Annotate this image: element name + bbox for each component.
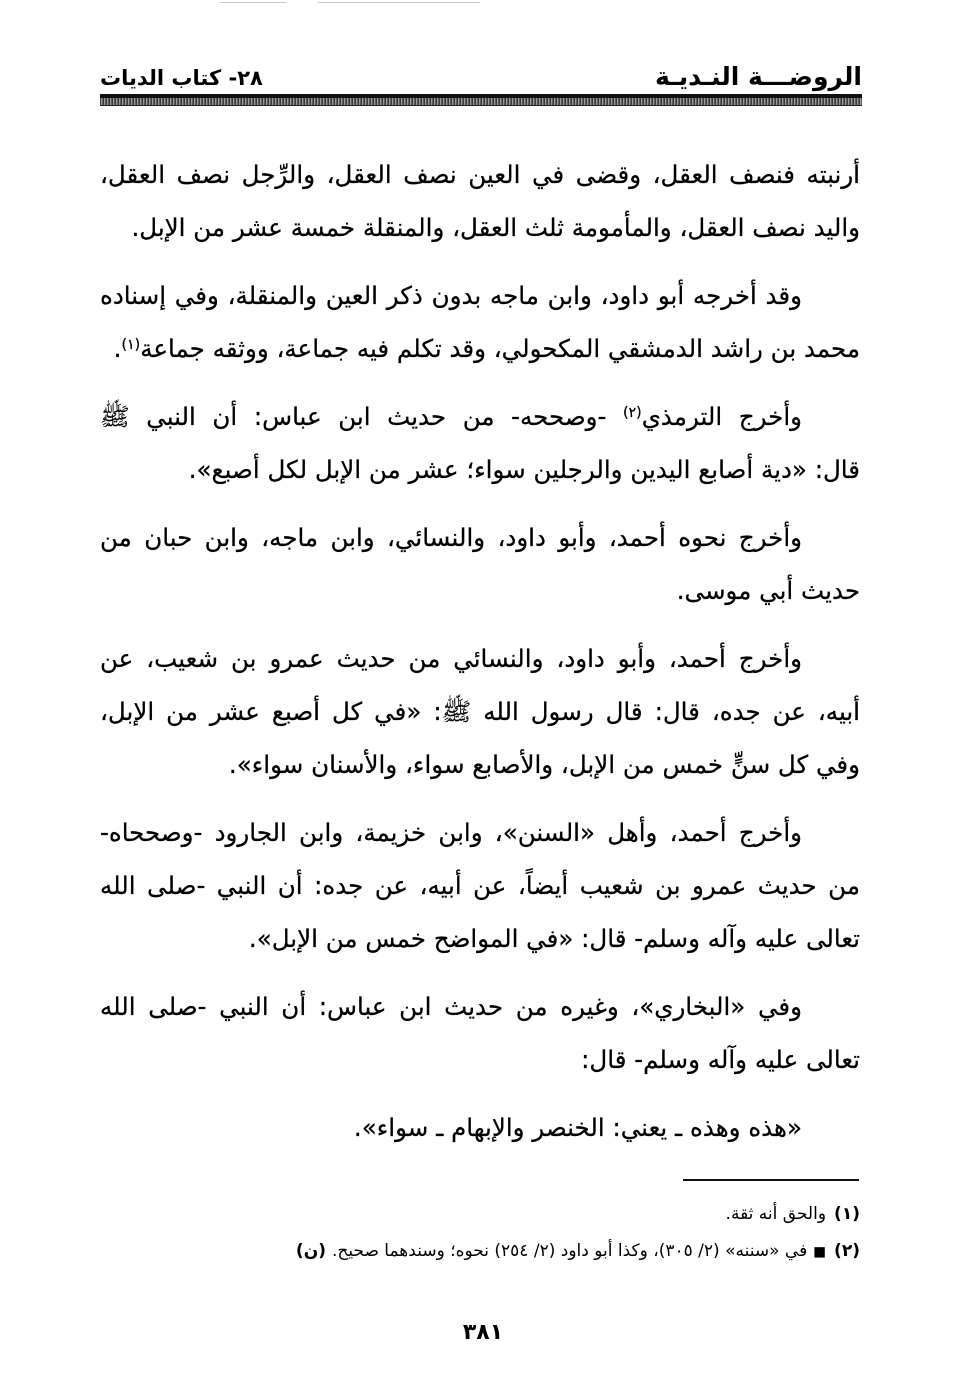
scan-mark (220, 2, 286, 3)
footnote-separator (683, 1179, 859, 1181)
body-line (100, 632, 860, 685)
line-text-segment: -وصححه- من حديث ابن عباس: أن النبي ﷺ (100, 402, 623, 431)
header-rule (100, 94, 862, 106)
running-head-book-title: الروضـــة النـديـة (655, 62, 862, 91)
scan-mark (318, 2, 480, 3)
paragraph (100, 632, 860, 791)
line-text: وفي «البخاري»، وغيره من حديث ابن عباس: أن النبي -صلى الله (100, 992, 802, 1021)
body-line (100, 859, 860, 912)
body-line (100, 269, 860, 322)
line-text: أبيه، عن جده، قال: قال رسول الله ﷺ: «في كل أصبع عشر من الإبل، (100, 697, 860, 726)
body-line (100, 322, 860, 375)
footnote (100, 1233, 860, 1270)
line-text: حديث أبي موسى. (676, 576, 860, 605)
body-line (100, 912, 860, 965)
line-text: وأخرج نحوه أحمد، وأبو داود، والنسائي، وابن ماجه، وابن حبان من (100, 523, 802, 552)
running-head-chapter: ٢٨- كتاب الديات (100, 66, 263, 90)
paragraph (100, 511, 860, 617)
line-text-segment: وأخرج الترمذي (641, 402, 802, 431)
body-line (100, 201, 860, 254)
line-text: أرنبته فنصف العقل، وقضى في العين نصف العقل، والرِّجل نصف العقل، (100, 160, 860, 189)
line-text (100, 402, 802, 431)
line-text: «هذه وهذه ـ يعني: الخنصر والإبهام ـ سواء». (353, 1113, 802, 1142)
line-text: قال: «دية أصابع اليدين والرجلين سواء؛ عشر من الإبل لكل أصبع». (188, 455, 860, 484)
footnote-text: والحق أنه ثقة. (725, 1204, 827, 1224)
body-line (100, 1101, 860, 1154)
body-line (100, 738, 860, 791)
line-text-segment: محمد بن راشد الدمشقي المكحولي، وقد تكلم فيه جماعة، ووثقه جماعة (140, 334, 860, 363)
line-text: وقد أخرجه أبو داود، وابن ماجه بدون ذكر العين والمنقلة، وفي إسناده (100, 281, 802, 310)
editor-sign: (ن) (295, 1241, 326, 1261)
paragraph (100, 806, 860, 965)
line-text: تعالى عليه وآله وسلم- قال: «في المواضح خمس من الإبل». (248, 924, 860, 953)
body-line (100, 390, 860, 443)
body-line (100, 980, 860, 1033)
body-line (100, 806, 860, 859)
footnote (100, 1196, 860, 1233)
line-text: واليد نصف العقل، والمأمومة ثلث العقل، والمنقلة خمسة عشر من الإبل. (131, 213, 860, 242)
page-number: ٣٨١ (462, 1320, 504, 1345)
line-text (114, 334, 860, 363)
line-text: من حديث عمرو بن شعيب أيضاً، عن أبيه، عن جده: أن النبي -صلى الله (100, 871, 860, 900)
footnote-text: في «سننه» (٢/ ٣٠٥)، وكذا أبو داود (٢/ ٢٥٤) نحوه؛ وسندهما صحيح. (331, 1241, 808, 1261)
body-line (100, 443, 860, 496)
footnote-reference: (٢) (622, 405, 642, 422)
footnote-marker: (١) (834, 1204, 860, 1224)
line-text: تعالى عليه وآله وسلم- قال: (581, 1045, 860, 1074)
main-text (100, 148, 860, 1154)
line-text-segment: . (113, 334, 122, 363)
paragraph (100, 390, 860, 496)
footnote-reference: (١) (121, 337, 141, 354)
paragraph (100, 148, 860, 254)
line-text: وفي كل سنٍّ خمس من الإبل، والأصابع سواء، والأسنان سواء». (228, 750, 860, 779)
paragraph (100, 1101, 860, 1154)
body-line (100, 685, 860, 738)
line-text: وأخرج أحمد، وأبو داود، والنسائي من حديث عمرو بن شعيب، عن (100, 644, 802, 673)
footnote-marker: (٢) (834, 1241, 860, 1261)
footnotes (100, 1196, 860, 1270)
black-square-icon: ■ (813, 1244, 827, 1260)
paragraph (100, 269, 860, 375)
line-text: وأخرج أحمد، وأهل «السنن»، وابن خزيمة، وابن الجارود -وصححاه- (100, 818, 802, 847)
body-line (100, 148, 860, 201)
body-line (100, 564, 860, 617)
body-line (100, 1033, 860, 1086)
body-line (100, 511, 860, 564)
paragraph (100, 980, 860, 1086)
